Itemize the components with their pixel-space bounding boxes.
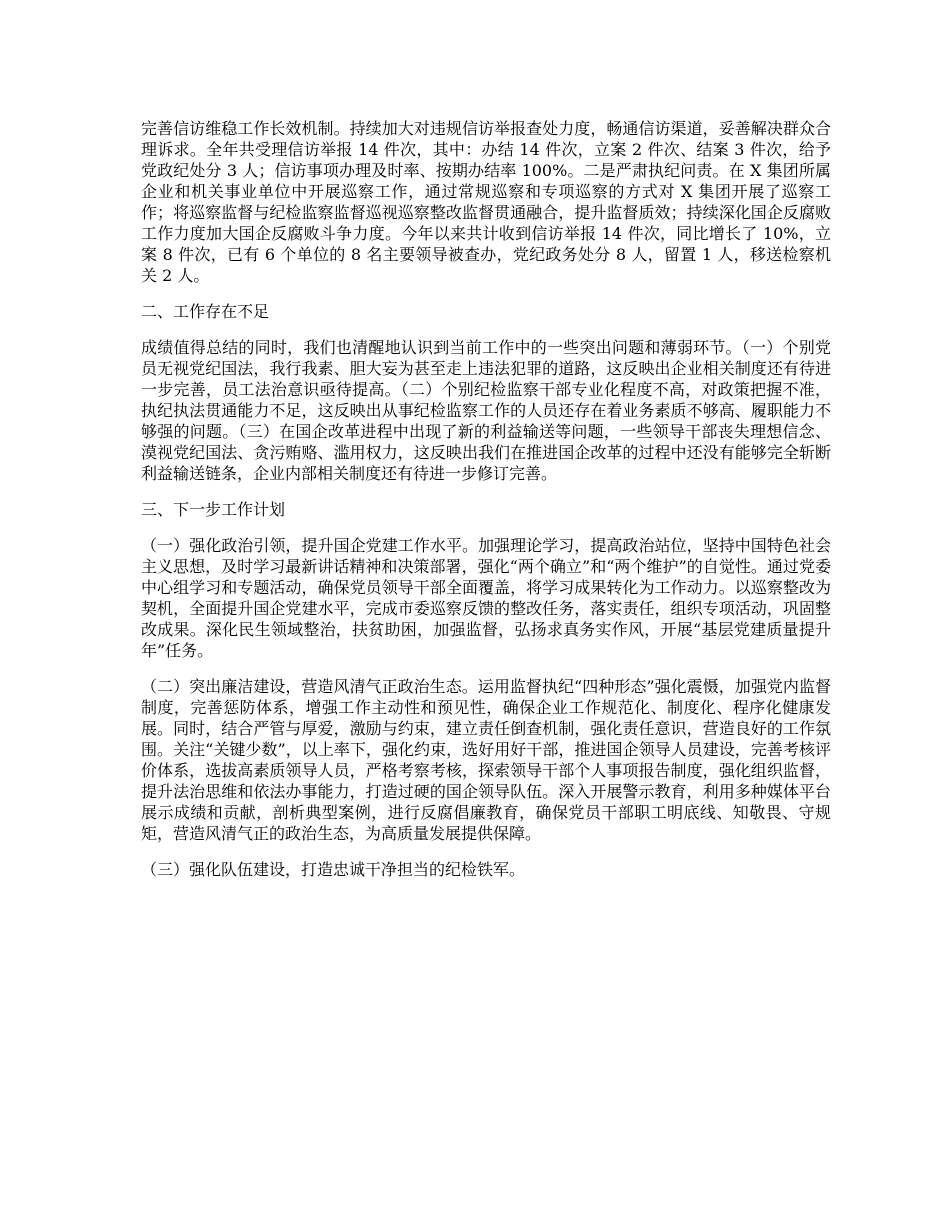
paragraph-integrity-building: （二）突出廉洁建设，营造风清气正政治生态。运用监督执纪“四种形态”强化震慑，加强党内监督制度，完善惩防体系，增强工作主动性和预见性，确保企业工作规范化、制度化、程序化健康发展。同时，结合严管与厚爱，激励与约束，建立责任倒查机制，强化责任意识，营造良好的工作氛围。关注“关键少数”，以上率下，强化约束，选好用好干部，推进国企领导人员建设，完善考核评价体系，选拔高素质领导人员，严格考察考核，探索领导干部个人事项报告制度，强化组织监督，提升法治思维和依法办事能力，打造过硬的国企领导队伍。深入开展警示教育，利用多种媒体平台展示成绩和贡献，剖析典型案例，进行反腐倡廉教育，确保党员干部职工明底线、知敬畏、守规矩，营造风清气正的政治生态，为高质量发展提供保障。 [141,677,831,843]
paragraph-team-building: （三）强化队伍建设，打造忠诚干净担当的纪检铁军。 [141,860,526,879]
section-heading-shortcomings: 二、工作存在不足 [141,302,270,321]
paragraph-shortcomings: 成绩值得总结的同时，我们也清醒地认识到当前工作中的一些突出问题和薄弱环节。（一）个别党员无视党纪国法，我行我素、胆大妄为甚至走上违法犯罪的道路，这反映出企业相关制度还有待进一步完善，员工法治意识亟待提高。（二）个别纪检监察干部专业化程度不高，对政策把握不准，执纪执法贯通能力不足，这反映出从事纪检监察工作的人员还存在着业务素质不够高、履职能力不够强的问题。（三）在国企改革进程中出现了新的利益输送等问题，一些领导干部丧失理想信念、漠视党纪国法、贪污贿赂、滥用权力，这反映出我们在推进国企改革的过程中还没有能够完全斩断利益输送链条，企业内部相关制度还有待进一步修订完善。 [141,338,831,483]
section-heading-next-plan: 三、下一步工作计划 [141,500,286,519]
document-page [141,118,831,895]
paragraph-petition-results: 完善信访维稳工作长效机制。持续加大对违规信访举报查处力度，畅通信访渠道，妥善解决群众合理诉求。全年共受理信访举报 14 件次，其中：办结 14 件次，立案 2 件次、结案 3 件次，给予党政纪处分 3 人；信访事项办理及时率、按期办结率 100%。二是严肃执纪问责。在 X 集团所属企业和机关事业单位中开展巡察工作，通过常规巡察和专项巡察的方式对 X 集团开展了巡察工作；将巡察监督与纪检监察监督巡视巡察整改监督贯通融合，提升监督质效；持续深化国企反腐败工作力度加大国企反腐败斗争力度。今年以来共计收到信访举报 14 件次，同比增长了 10%，立案 8 件次，已有 6 个单位的 8 名主要领导被查办，党纪政务处分 8 人，留置 1 人，移送检察机关 2 人。 [141,119,831,285]
paragraph-political-guidance: （一）强化政治引领，提升国企党建工作水平。加强理论学习，提高政治站位，坚持中国特色社会主义思想，及时学习最新讲话精神和决策部署，强化“两个确立”和“两个维护”的自觉性。通过党委中心组学习和专题活动，确保党员领导干部全面覆盖，将学习成果转化为工作动力。以巡察整改为契机，全面提升国企党建水平，完成市委巡察反馈的整改任务，落实责任，组织专项活动，巩固整改成果。深化民生领域整治，扶贫助困，加强监督，弘扬求真务实作风，开展“基层党建质量提升年”任务。 [141,536,831,660]
